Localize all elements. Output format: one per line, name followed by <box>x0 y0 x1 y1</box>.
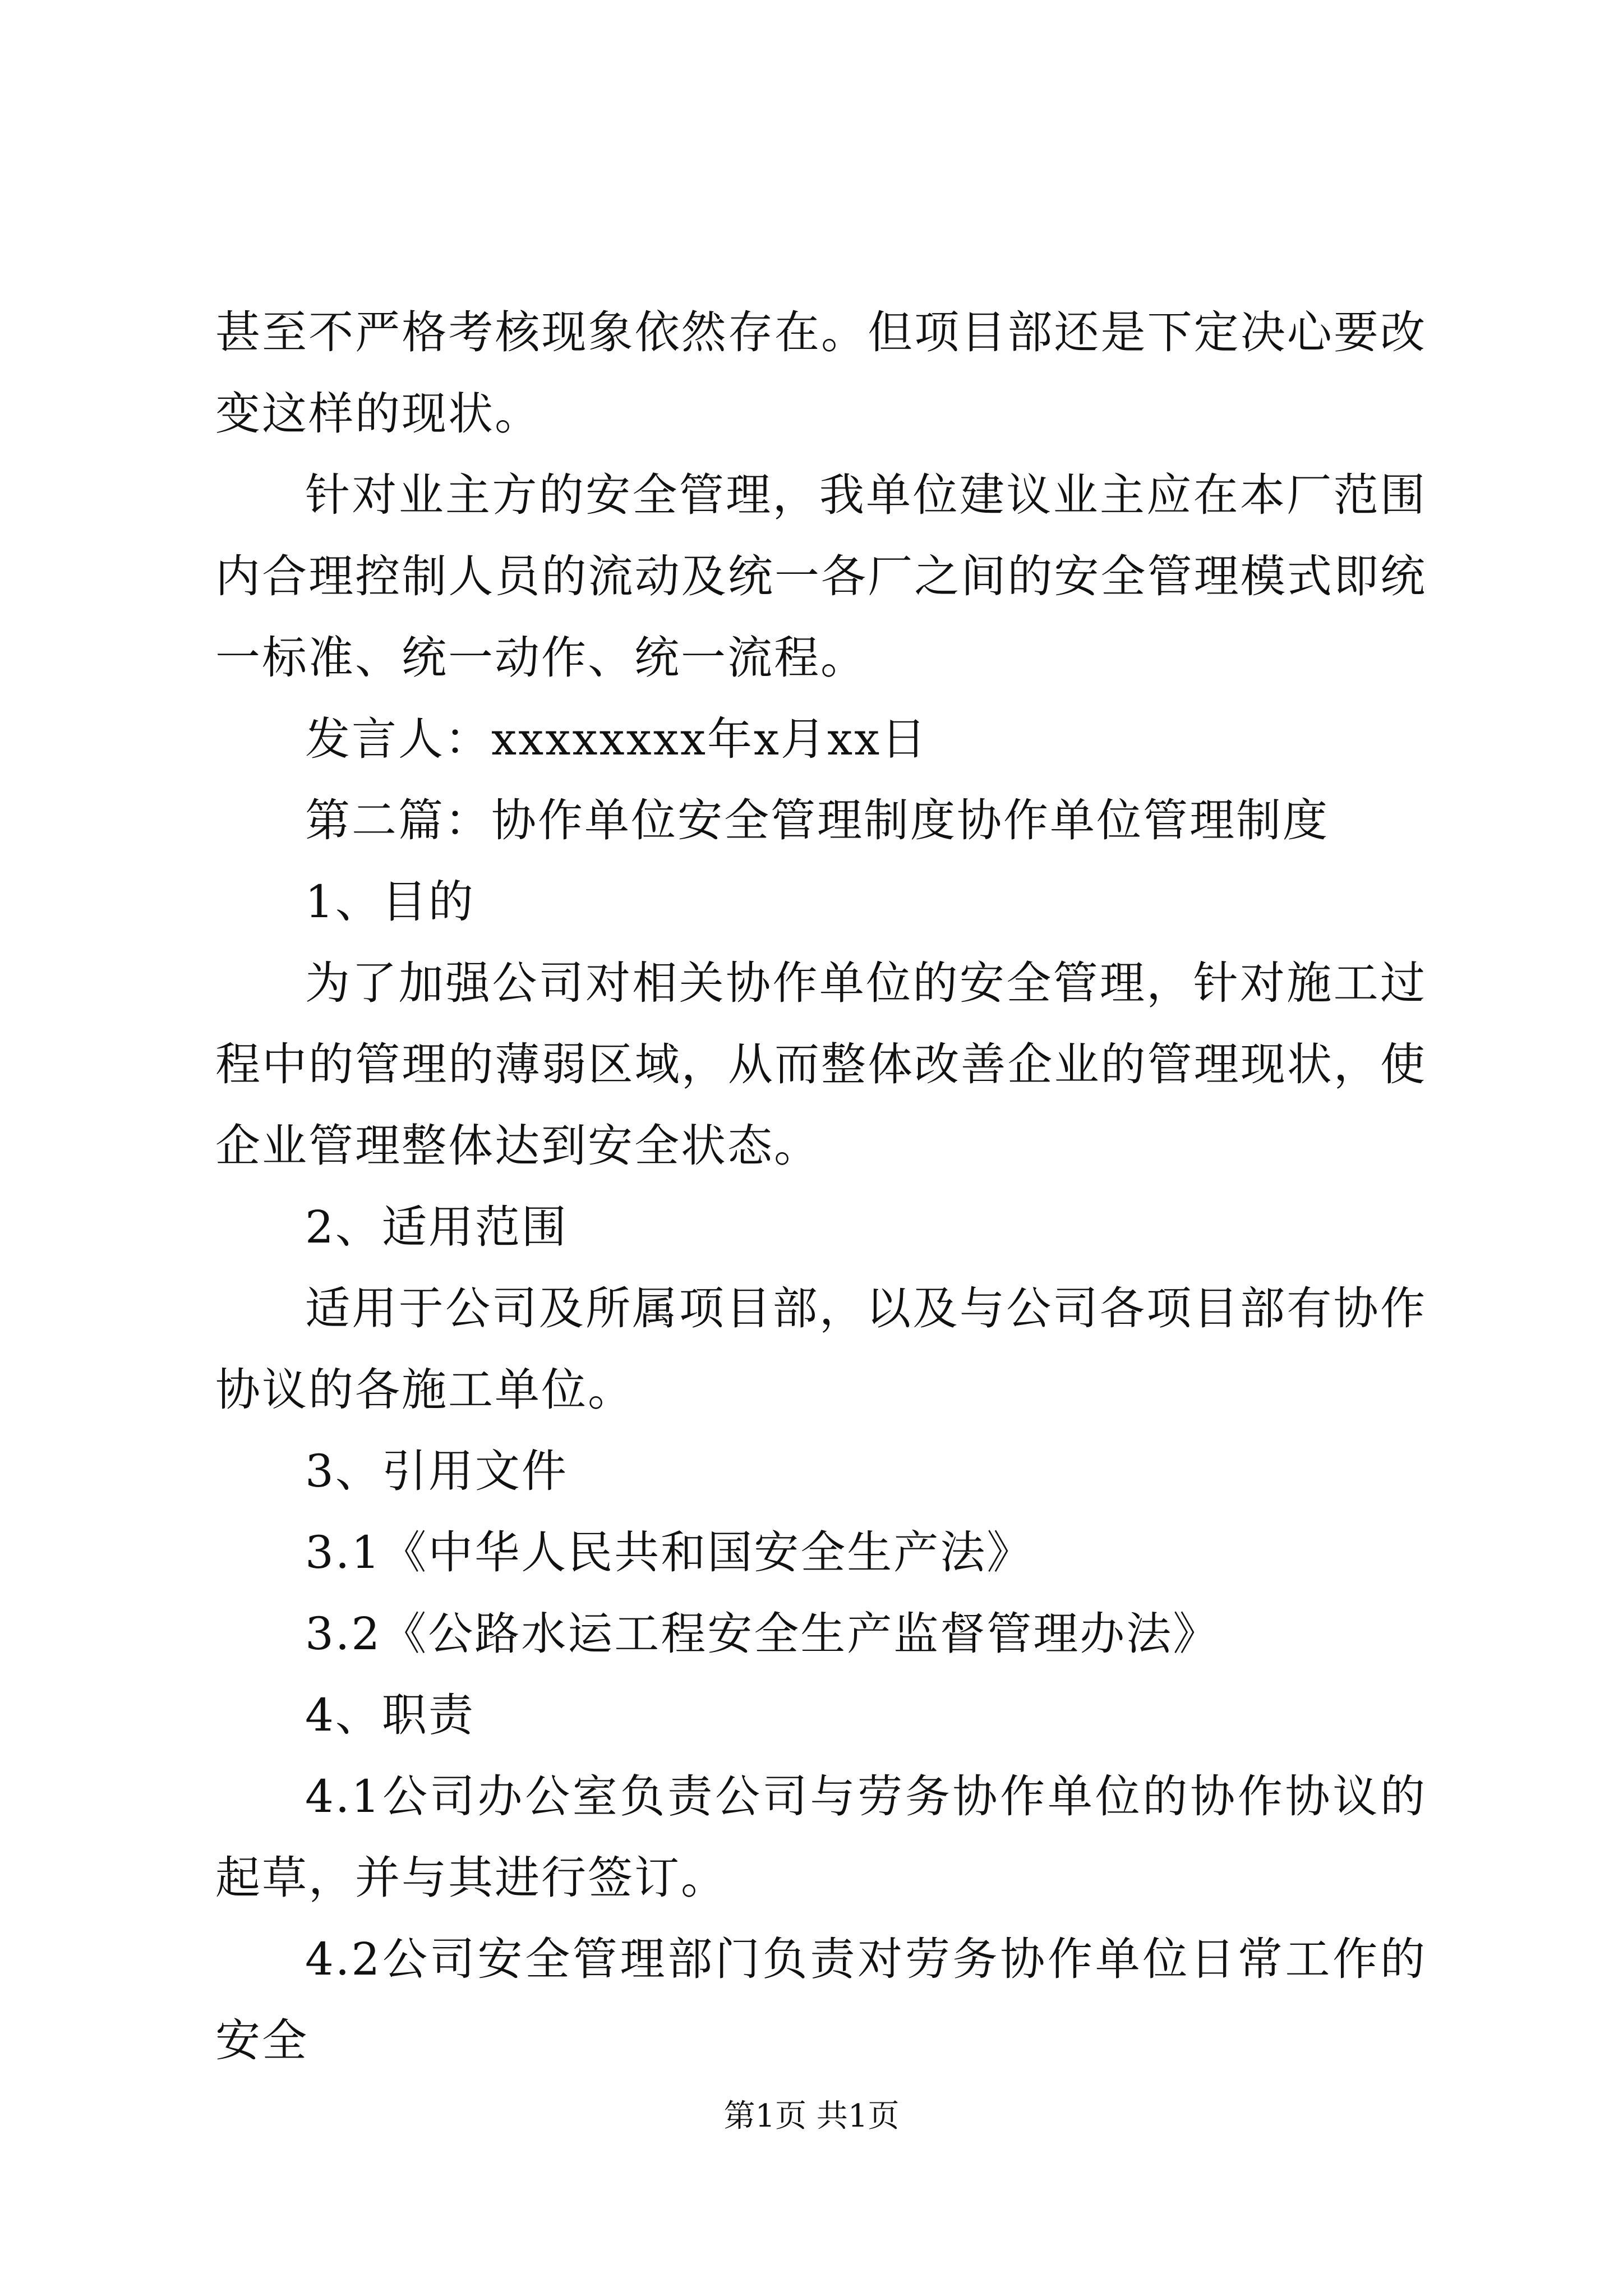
document-body <box>215 292 1427 2081</box>
reference-item-1: 3.1《中华人民共和国安全生产法》 <box>305 1526 1034 1579</box>
paragraph-1: 甚至不严格考核现象依然存在。但项目部还是下定决心要改变这样的现状。 <box>215 306 1427 440</box>
responsibility-item-1: 4.1公司办公室负责公司与劳务协作单位的协作协议的起草，并与其进行签订。 <box>215 1770 1427 1904</box>
heading-responsibilities: 4、职责 <box>305 1689 475 1741</box>
paragraph-purpose: 为了加强公司对相关协作单位的安全管理，针对施工过程中的管理的薄弱区域，从而整体改善企业的管理现状，使企业管理整体达到安全状态。 <box>215 957 1427 1172</box>
heading-scope: 2、适用范围 <box>305 1201 568 1253</box>
section-title: 第二篇：协作单位安全管理制度协作单位管理制度 <box>305 794 1329 846</box>
heading-purpose: 1、目的 <box>305 876 475 928</box>
paragraph-scope: 适用于公司及所属项目部，以及与公司各项目部有协作协议的各施工单位。 <box>215 1282 1427 1416</box>
heading-references: 3、引用文件 <box>305 1445 568 1497</box>
reference-item-2: 3.2《公路水运工程安全生产监督管理办法》 <box>305 1608 1220 1660</box>
paragraph-2: 针对业主方的安全管理，我单位建议业主应在本厂范围内合理控制人员的流动及统一各厂之间的安全管理模式即统一标准、统一动作、统一流程。 <box>215 469 1427 684</box>
responsibility-item-2: 4.2公司安全管理部门负责对劳务协作单位日常工作的安全 <box>215 1933 1427 2067</box>
page-footer: 第1页 共1页 <box>723 2098 900 2134</box>
speaker-date-line: 发言人：xxxxxxxx年x月xx日 <box>305 713 928 765</box>
